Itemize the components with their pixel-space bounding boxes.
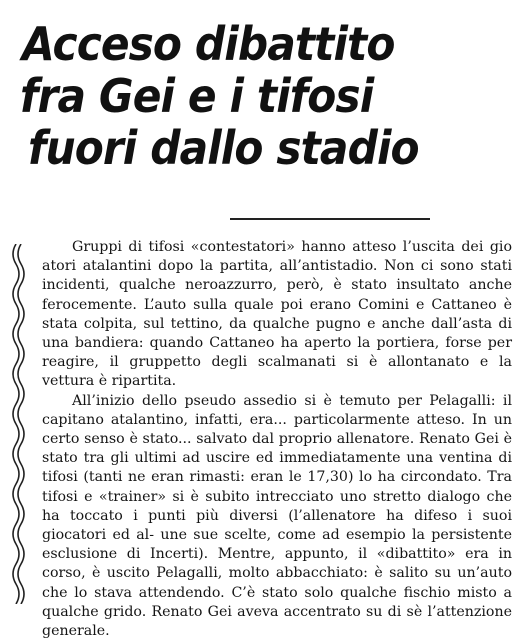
headline-line-3: fuori dallo stadio [28,121,419,175]
wavy-column-border [8,244,28,604]
paragraph-1: Gruppi di tifosi «contestatori» hanno atteso l’uscita dei gio atori atalantini dopo la partita, all’antistadio. Non ci sono stati incidenti, qualche neroazzurro, però, è stato insultato anche ferocemente. L’auto sulla quale poi erano Comini e Cattaneo è stata colpita, sul tettino, da qualche pugno e anche dall’asta di una bandiera: quando Cattaneo ha aperto la portiera, forse per reagire, il gruppetto degli scalmanati si è allontanato e la vettura è ripartita. [42,239,512,390]
paragraph-2: All’inizio dello pseudo assedio si è temuto per Pelagalli: il capitano atalantino, infatti, era... particolarmente atteso. In un certo senso è stato... salvato dal proprio allenatore. Renato Gei è stato tra gli ultimi ad uscire ed immediatamente una ventina di tifosi (tanti ne eran rimasti: eran le 17,30) lo ha circondato. Tra tifosi e «trainer» si è subito intrecciato uno stretto dialogo che ha toccato i punti più diversi (l’allenatore ha difeso i suoi giocatori ed al- une sue scelte, come ad esempio la persistente esclusione di Incerti). Mentre, appunto, il «dibattito» era in corso, è uscito Pelagalli, molto abbacchiato: è salito su un’auto che lo stava attendendo. C’è stato solo qualche fischio misto a qualche grido. Renato Gei aveva accentrato su di sè l’attenzione generale. [42,392,512,640]
headline-line-1: Acceso dibattito [22,17,395,71]
headline [20,18,500,174]
headline-divider [230,218,430,220]
article-body [42,238,512,641]
headline-line-2: fra Gei e i tifosi [20,69,374,123]
